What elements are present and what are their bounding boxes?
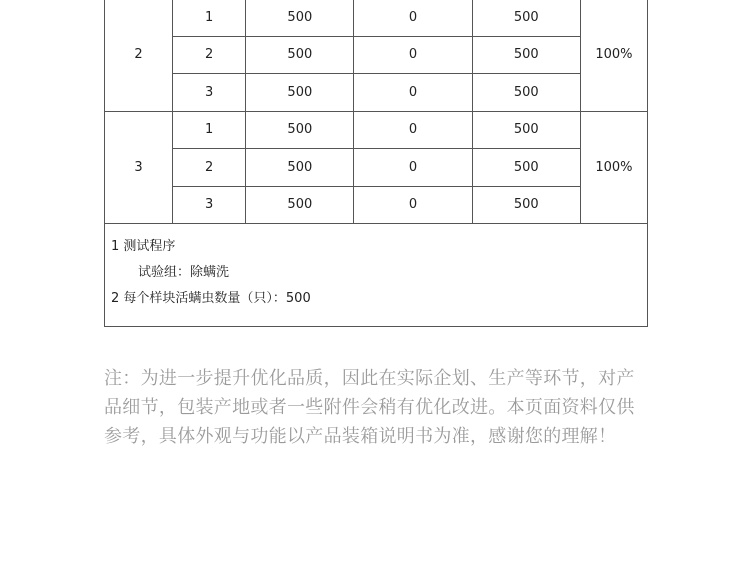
initial-count-cell: 500 xyxy=(246,74,354,112)
table-row xyxy=(105,36,648,74)
initial-count-cell: 500 xyxy=(246,111,354,149)
dead-count-cell: 500 xyxy=(472,186,580,224)
dead-count-cell: 500 xyxy=(472,149,580,187)
replicate-cell: 3 xyxy=(173,74,246,112)
disclaimer-text: 注：为进一步提升优化品质，因此在实际企划、生产等环节，对产品细节，包装产地或者一些附件会稍有优化改进。本页面资料仅供参考，具体外观与功能以产品装箱说明书为准，感谢您的理解！ xyxy=(104,368,635,447)
surviving-count-cell: 0 xyxy=(354,149,472,187)
table-row xyxy=(105,149,648,187)
table-row xyxy=(105,0,648,36)
initial-count-cell: 500 xyxy=(246,0,354,36)
table-row xyxy=(105,74,648,112)
initial-count-cell: 500 xyxy=(246,149,354,187)
replicate-cell: 2 xyxy=(173,149,246,187)
dead-count-cell: 500 xyxy=(472,36,580,74)
surviving-count-cell: 0 xyxy=(354,74,472,112)
test-notes-box xyxy=(104,224,648,327)
test-results-table xyxy=(104,0,648,224)
group-number-cell: 3 xyxy=(105,111,173,224)
surviving-count-cell: 0 xyxy=(354,111,472,149)
replicate-cell: 2 xyxy=(173,36,246,74)
replicate-cell: 1 xyxy=(173,111,246,149)
kill-rate-cell: 100% xyxy=(580,0,647,111)
dead-count-cell: 500 xyxy=(472,111,580,149)
table-row xyxy=(105,186,648,224)
replicate-cell: 3 xyxy=(173,186,246,224)
kill-rate-cell: 100% xyxy=(580,111,647,224)
dead-count-cell: 500 xyxy=(472,0,580,36)
table-row xyxy=(105,111,648,149)
replicate-cell: 1 xyxy=(173,0,246,36)
dead-count-cell: 500 xyxy=(472,74,580,112)
test-procedure-label: 1 测试程序 xyxy=(111,239,176,254)
initial-count-cell: 500 xyxy=(246,186,354,224)
mite-count-label: 2 每个样块活螨虫数量（只）：500 xyxy=(111,291,311,306)
test-group-label: 试验组：除螨洗 xyxy=(138,265,230,280)
surviving-count-cell: 0 xyxy=(354,36,472,74)
surviving-count-cell: 0 xyxy=(354,0,472,36)
test-results-table-container xyxy=(104,0,648,327)
group-number-cell: 2 xyxy=(105,0,173,111)
surviving-count-cell: 0 xyxy=(354,186,472,224)
initial-count-cell: 500 xyxy=(246,36,354,74)
